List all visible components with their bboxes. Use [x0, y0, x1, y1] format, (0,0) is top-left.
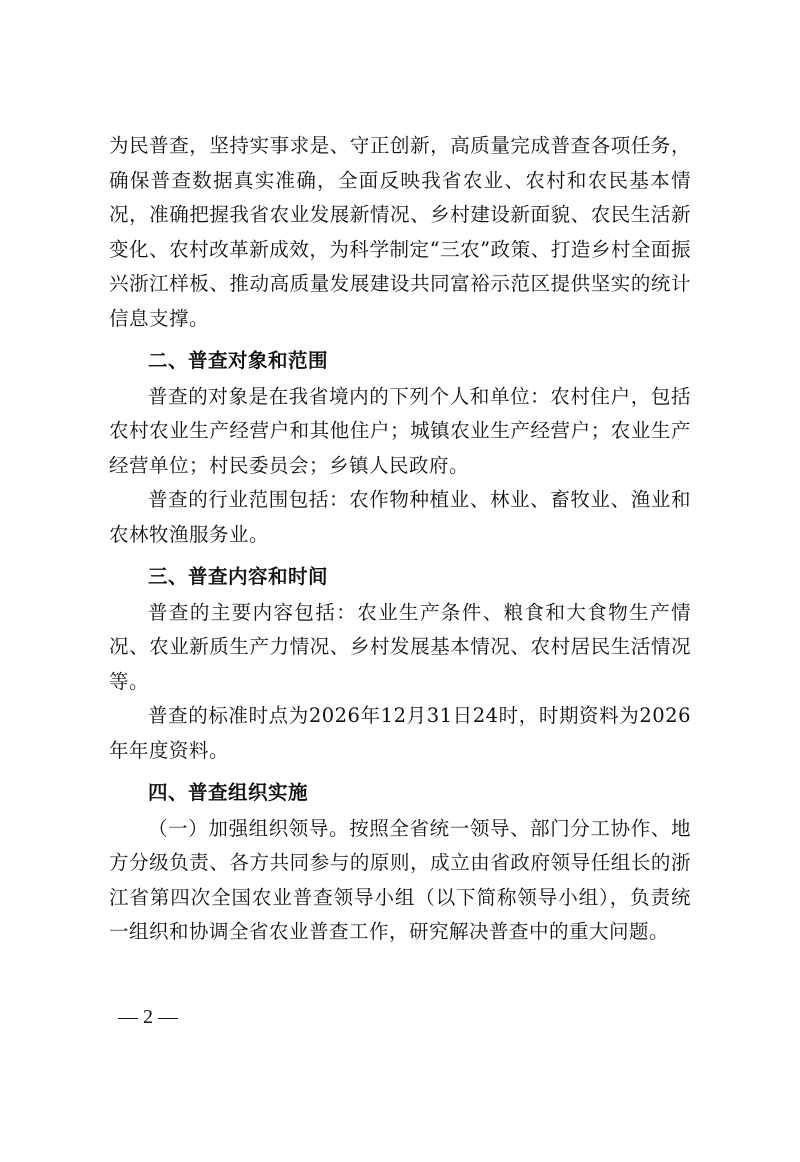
page-number: — 2 — — [118, 1006, 178, 1028]
body-text — [109, 129, 691, 950]
section-heading-2: 二、普查对象和范围 — [148, 348, 329, 372]
paragraph-2: 普查的对象是在我省境内的下列个人和单位：农村住户，包括农村农业生产经营户和其他住户；城镇农业生产经营户；农业生产经营单位；村民委员会；乡镇人民政府。 — [109, 384, 691, 477]
paragraph-5: 普查的标准时点为2026年12月31日24时，时期资料为2026年年度资料。 — [109, 704, 691, 762]
paragraph-3: 普查的行业范围包括：农作物种植业、林业、畜牧业、渔业和农林牧渔服务业。 — [109, 488, 691, 546]
section-heading-4: 四、普查组织实施 — [148, 780, 309, 804]
section-heading-3: 三、普查内容和时间 — [148, 564, 329, 588]
paragraph-4: 普查的主要内容包括：农业生产条件、粮食和大食物生产情况、农业新质生产力情况、乡村发展基本情况、农村居民生活情况等。 — [109, 600, 691, 693]
paragraph-1: 为民普查，坚持实事求是、守正创新，高质量完成普查各项任务，确保普查数据真实准确，全面反映我省农业、农村和农民基本情况，准确把握我省农业发展新情况、乡村建设新面貌、农民生活新变化、农村改革新成效，为科学制定“三农”政策、打造乡村全面振兴浙江样板、推动高质量发展建设共同富裕示范区提供坚实的统计信息支撑。 — [109, 134, 691, 330]
paragraph-6: （一）加强组织领导。按照全省统一领导、部门分工协作、地方分级负责、各方共同参与的原则，成立由省政府领导任组长的浙江省第四次全国农业普查领导小组（以下简称领导小组），负责统一组织和协调全省农业普查工作，研究解决普查中的重大问题。 — [109, 816, 691, 944]
